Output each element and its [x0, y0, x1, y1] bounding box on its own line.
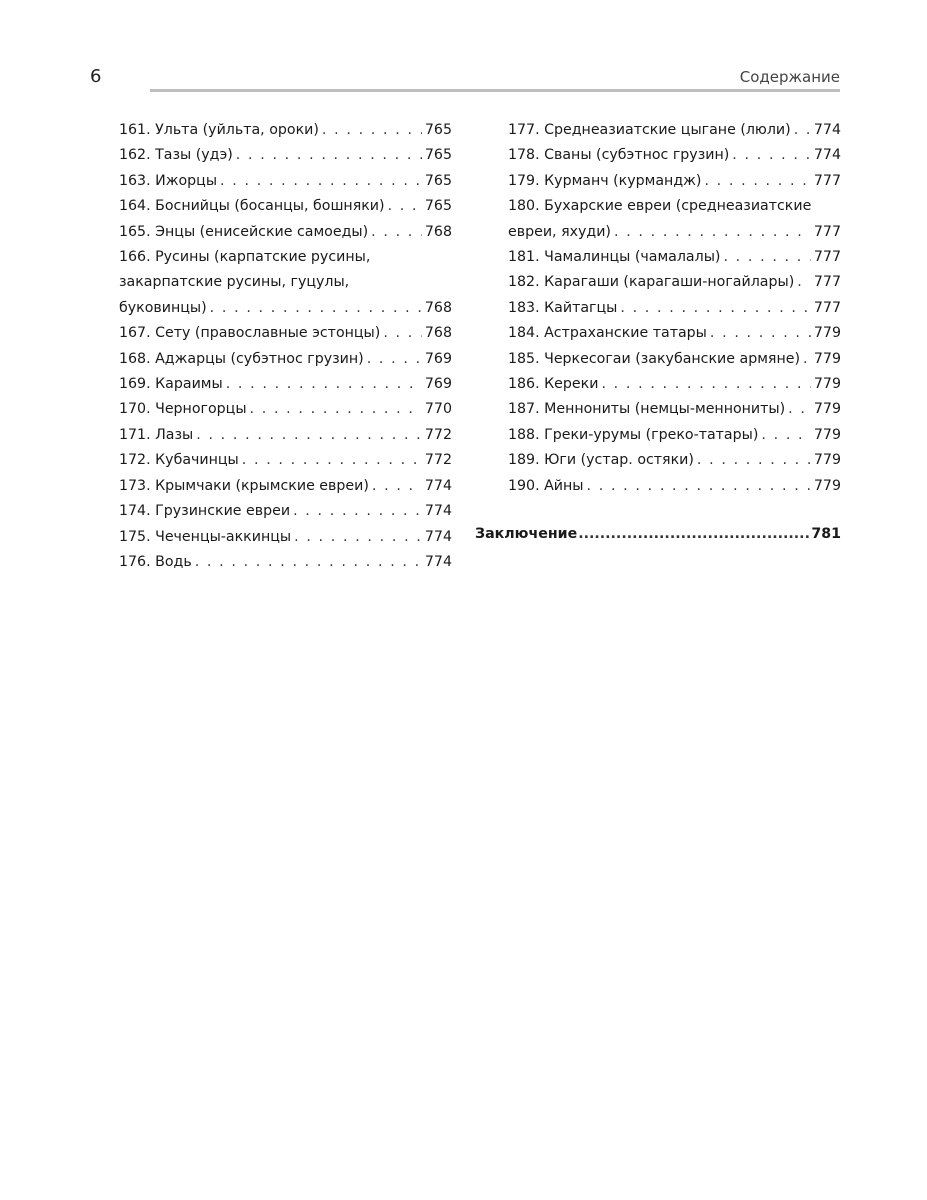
toc-entry-page: 765: [424, 147, 452, 164]
toc-entry-title: 161. Ульта (уйльта, ороки): [119, 122, 319, 138]
toc-entry[interactable]: [508, 347, 841, 372]
toc-entry-title: 181. Чамалинцы (чамалалы): [508, 249, 721, 266]
toc-leader-dots: [761, 423, 811, 448]
toc-conclusion-entry[interactable]: [475, 522, 841, 547]
toc-leader-dots: [388, 194, 422, 219]
toc-leader-dots: [578, 522, 810, 547]
toc-entry[interactable]: [119, 372, 452, 397]
toc-entry-title: 173. Крымчаки (крымские евреи): [119, 477, 369, 494]
toc-entry-title: 167. Сету (православные эстонцы): [119, 325, 381, 342]
toc-entry-page: 768: [424, 299, 452, 316]
toc-entry-title: 162. Тазы (удэ): [119, 147, 233, 164]
toc-entry-page: 774: [424, 553, 452, 570]
toc-leader-dots: [732, 143, 811, 168]
toc-leader-dots: [601, 372, 810, 397]
toc-leader-dots: [195, 550, 422, 575]
toc-leader-dots: [210, 296, 422, 321]
toc-entry-page: 779: [813, 376, 841, 393]
toc-entry-page: 774: [813, 122, 841, 138]
toc-entry[interactable]: [508, 194, 841, 245]
toc-entry[interactable]: [119, 525, 452, 550]
toc-entry-page: 779: [813, 350, 841, 367]
toc-entry-title: 163. Ижорцы: [119, 172, 218, 189]
toc-leader-dots: [226, 372, 422, 397]
toc-entry-page: 777: [813, 223, 841, 240]
toc-entry-title: 174. Грузинские евреи: [119, 503, 291, 520]
toc-entry-page: 777: [813, 274, 841, 291]
toc-leader-dots: [220, 169, 422, 194]
toc-entry[interactable]: [119, 423, 452, 448]
toc-entry-title: 187. Меннониты (немцы-меннониты): [508, 401, 786, 418]
toc-leader-dots: [620, 296, 811, 321]
toc-entry[interactable]: [508, 448, 841, 473]
toc-entry-title: 164. Боснийцы (босанцы, бошняки): [119, 198, 385, 215]
toc-entry[interactable]: [508, 245, 841, 270]
toc-entry-page: 765: [424, 198, 452, 215]
toc-entry[interactable]: [119, 169, 452, 194]
toc-entry-title: 165. Энцы (енисейские самоеды): [119, 223, 369, 240]
toc-entry[interactable]: [119, 118, 452, 143]
toc-entry-title: 166. Русины (карпатские русины,: [119, 249, 371, 266]
toc-leader-dots: [383, 321, 422, 346]
toc-leader-dots: [797, 270, 811, 295]
toc-entry-page: 781: [811, 526, 841, 542]
toc-entry-title: 190. Айны: [508, 477, 584, 494]
toc-entry-title: 171. Лазы: [119, 426, 194, 443]
toc-entry-page: 779: [813, 325, 841, 342]
toc-leader-dots: [371, 220, 422, 245]
toc-entry[interactable]: [119, 474, 452, 499]
toc-entry-title: 176. Водь: [119, 553, 192, 570]
toc-entry[interactable]: [119, 220, 452, 245]
toc-entry-title: 188. Греки-урумы (греко-татары): [508, 426, 759, 443]
toc-entry-page: 772: [424, 452, 452, 469]
toc-entry-page: 779: [813, 477, 841, 494]
toc-entry[interactable]: [508, 169, 841, 194]
toc-entry-title: закарпатские русины, гуцулы,: [119, 274, 350, 291]
toc-entry[interactable]: [508, 321, 841, 346]
toc-entry-page: 765: [424, 122, 452, 138]
toc-entry-title: 178. Сваны (субэтнос грузин): [508, 147, 730, 164]
toc-entry[interactable]: [508, 372, 841, 397]
toc-entry-title: 184. Астраханские татары: [508, 325, 707, 342]
toc-leader-dots: [294, 525, 422, 550]
toc-entry-page: 774: [424, 528, 452, 545]
toc-entry-page: 769: [424, 376, 452, 393]
toc-entry-page: 774: [424, 477, 452, 494]
toc-entry[interactable]: [119, 143, 452, 168]
toc-entry[interactable]: [119, 499, 452, 524]
toc-entry-page: 769: [424, 350, 452, 367]
toc-entry-title: 179. Курманч (курмандж): [508, 172, 702, 189]
toc-entry-page: 779: [813, 452, 841, 469]
toc-entry-title: 170. Черногорцы: [119, 401, 247, 418]
toc-entry[interactable]: [119, 321, 452, 346]
toc-entry-title: 172. Кубачинцы: [119, 452, 239, 469]
toc-leader-dots: [587, 474, 811, 499]
toc-entry-title: 169. Караимы: [119, 376, 223, 393]
toc-leader-dots: [196, 423, 422, 448]
toc-entry[interactable]: [119, 550, 452, 575]
toc-leader-dots: [236, 143, 422, 168]
toc-entry-page: 772: [424, 426, 452, 443]
toc-leader-dots: [372, 474, 422, 499]
toc-entry-page: 765: [424, 172, 452, 189]
toc-entry-title: 180. Бухарские евреи (среднеазиатские: [508, 198, 812, 215]
toc-right-column: [508, 118, 841, 499]
toc-entry-title: 168. Аджарцы (субэтнос грузин): [119, 350, 364, 367]
toc-entry-title: буковинцы): [119, 299, 207, 316]
toc-entry-page: 779: [813, 401, 841, 418]
toc-entry[interactable]: [119, 245, 452, 321]
toc-entry[interactable]: [508, 143, 841, 168]
toc-entry[interactable]: [508, 474, 841, 499]
toc-entry-title: евреи, яхуди): [508, 223, 611, 240]
toc-entry-title: 189. Юги (устар. остяки): [508, 452, 694, 469]
toc-leader-dots: [794, 118, 811, 143]
toc-entry[interactable]: [119, 347, 452, 372]
toc-entry-page: 774: [813, 147, 841, 164]
toc-entry[interactable]: [119, 397, 452, 422]
toc-entry[interactable]: [119, 448, 452, 473]
toc-entry[interactable]: [508, 397, 841, 422]
toc-leader-dots: [710, 321, 811, 346]
toc-left-column: [119, 118, 452, 575]
toc-leader-dots: [293, 499, 422, 524]
toc-leader-dots: [250, 397, 422, 422]
toc-entry-page: 770: [424, 401, 452, 418]
toc-leader-dots: [803, 347, 811, 372]
toc-entry[interactable]: [508, 423, 841, 448]
toc-entry-page: 774: [424, 503, 452, 520]
toc-leader-dots: [697, 448, 811, 473]
toc-entry-title: 183. Кайтагцы: [508, 299, 618, 316]
toc-entry-title: 182. Карагаши (карагаши-ногайлары): [508, 274, 795, 291]
toc-entry-page: 777: [813, 299, 841, 316]
toc-leader-dots: [788, 397, 811, 422]
toc-entry-page: 777: [813, 172, 841, 189]
toc-entry-title: 175. Чеченцы-аккинцы: [119, 528, 292, 545]
toc-entry-page: 777: [813, 249, 841, 266]
toc-entry-title: Заключение: [475, 526, 578, 542]
page-number: 6: [90, 66, 102, 87]
toc-entry[interactable]: [508, 270, 841, 295]
toc-entry-title: 185. Черкесогаи (закубанские армяне): [508, 350, 800, 367]
toc-leader-dots: [704, 169, 810, 194]
toc-leader-dots: [322, 118, 422, 143]
toc-entry-page: 779: [813, 426, 841, 443]
toc-entry-page: 768: [424, 325, 452, 342]
toc-entry-title: 186. Кереки: [508, 376, 599, 393]
toc-entry[interactable]: [119, 194, 452, 219]
toc-leader-dots: [367, 347, 422, 372]
toc-leader-dots: [242, 448, 422, 473]
toc-entry-page: 768: [424, 223, 452, 240]
toc-entry-title: 177. Среднеазиатские цыгане (люли): [508, 122, 791, 138]
toc-entry[interactable]: [508, 296, 841, 321]
running-header-title: Содержание: [739, 68, 840, 86]
toc-leader-dots: [614, 220, 811, 245]
toc-entry[interactable]: [508, 118, 841, 143]
header-rule: [150, 89, 840, 92]
toc-leader-dots: [723, 245, 810, 270]
